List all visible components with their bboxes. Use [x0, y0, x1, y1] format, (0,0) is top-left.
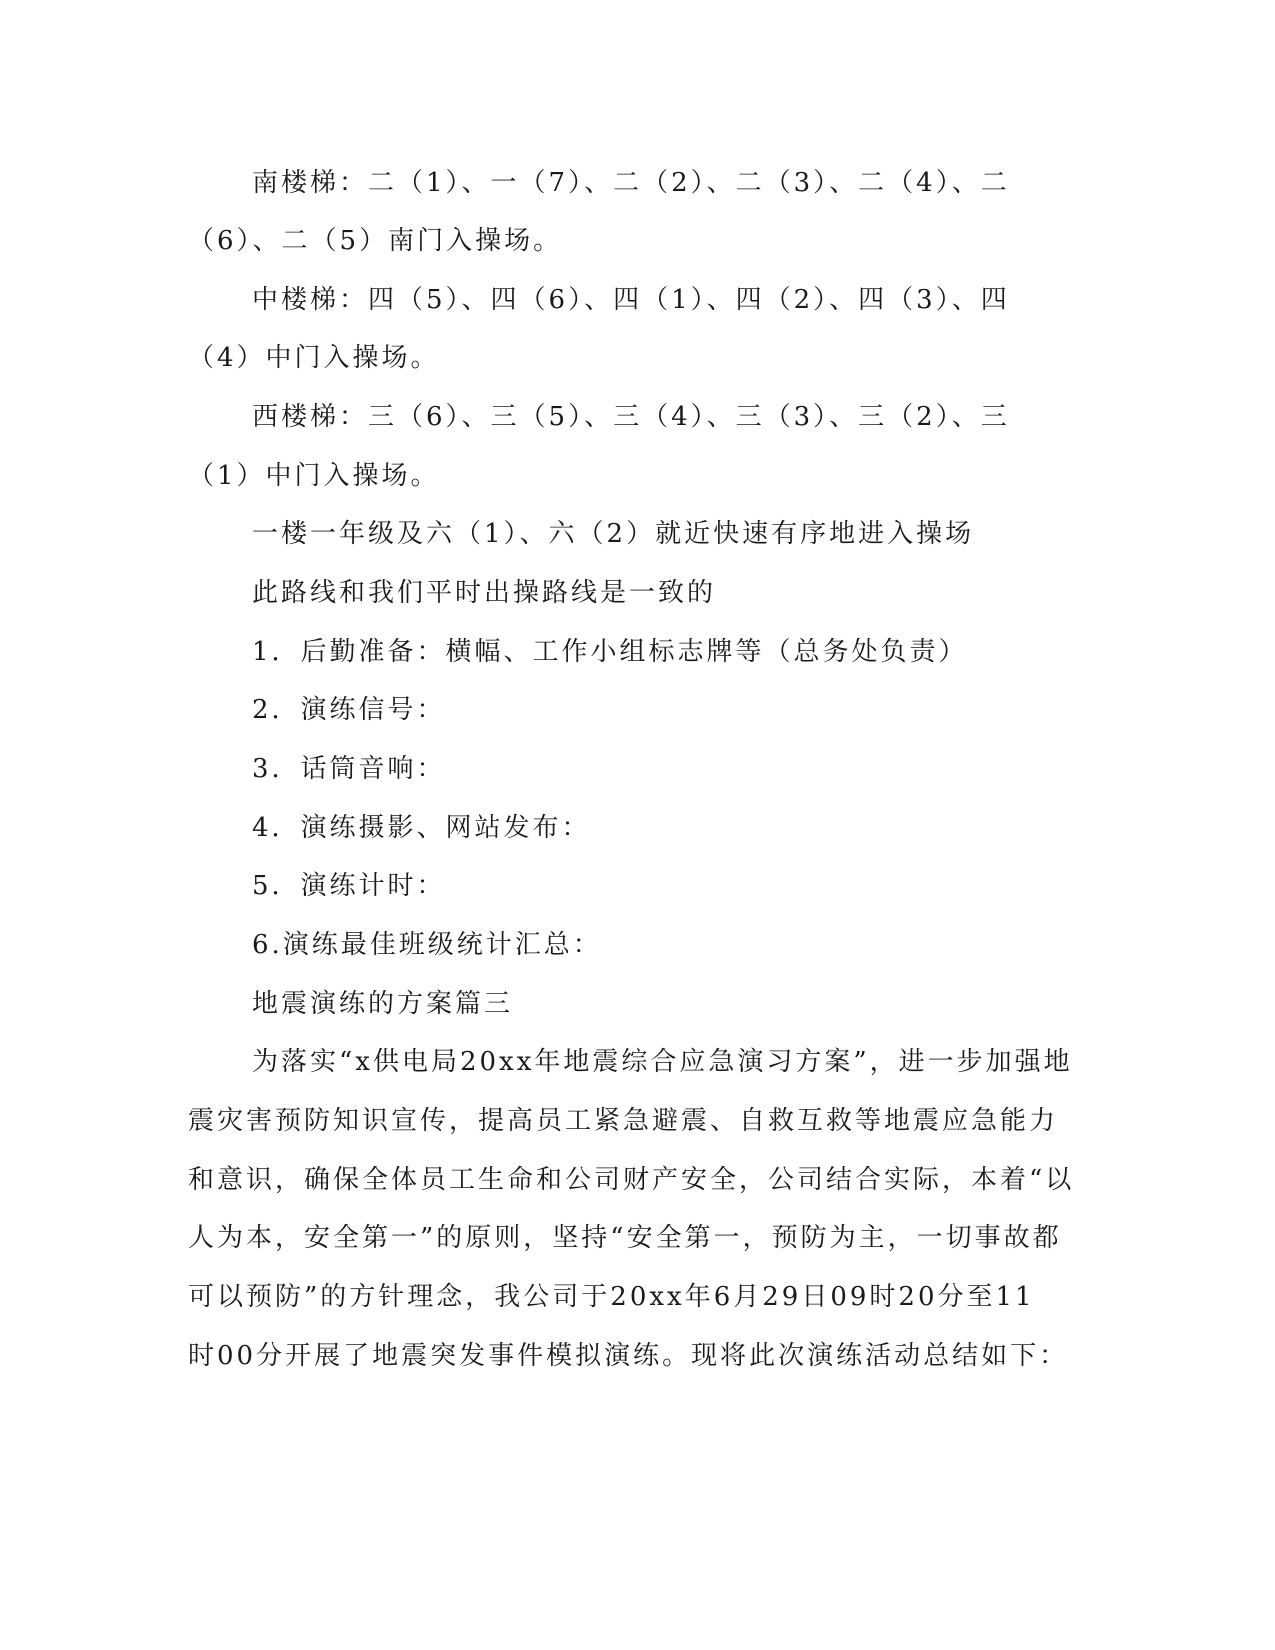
list-item: 2．演练信号：: [252, 695, 446, 725]
paragraph-line: 一楼一年级及六（1）、六（2）就近快速有序地进入操场: [252, 519, 975, 549]
list-item: 6.演练最佳班级统计汇总：: [252, 930, 602, 960]
paragraph-line: 可以预防”的方针理念，我公司于20xx年6月29日09时20分至11: [188, 1282, 1035, 1312]
paragraph-line: 和意识，确保全体员工生命和公司财产安全，公司结合实际，本着“以: [188, 1165, 1075, 1195]
paragraph-line: （1）中门入操场。: [188, 461, 440, 491]
paragraph-line: 南楼梯：二（1）、一（7）、二（2）、二（3）、二（4）、二: [252, 168, 1010, 198]
list-item: 5．演练计时：: [252, 871, 446, 901]
paragraph-line: （4）中门入操场。: [188, 343, 440, 373]
paragraph-line: 人为本，安全第一”的原则，坚持“安全第一，预防为主，一切事故都: [188, 1223, 1062, 1253]
paragraph-line: 为落实“x供电局20xx年地震综合应急演习方案”，进一步加强地: [252, 1047, 1073, 1077]
list-item: 1．后勤准备：横幅、工作小组标志牌等（总务处负责）: [252, 637, 968, 667]
section-heading: 地震演练的方案篇三: [252, 989, 514, 1019]
paragraph-line: 时00分开展了地震突发事件模拟演练。现将此次演练活动总结如下：: [188, 1341, 1069, 1371]
paragraph-line: 此路线和我们平时出操路线是一致的: [252, 578, 717, 608]
paragraph-line: 震灾害预防知识宣传，提高员工紧急避震、自救互救等地震应急能力: [188, 1106, 1059, 1136]
paragraph-line: （6）、二（5）南门入操场。: [188, 226, 563, 256]
list-item: 3．话筒音响：: [252, 754, 446, 784]
paragraph-line: 中楼梯：四（5）、四（6）、四（1）、四（2）、四（3）、四: [252, 285, 1010, 315]
list-item: 4．演练摄影、网站发布：: [252, 813, 591, 843]
paragraph-line: 西楼梯：三（6）、三（5）、三（4）、三（3）、三（2）、三: [252, 402, 1010, 432]
